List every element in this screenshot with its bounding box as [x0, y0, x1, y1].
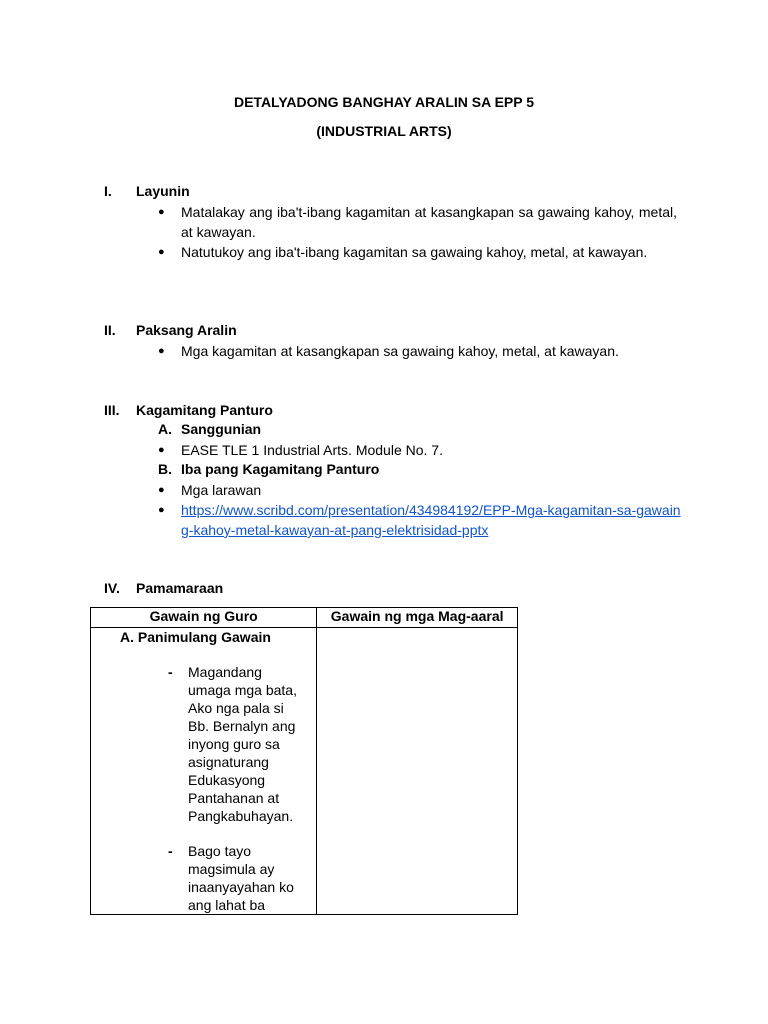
table-section-label: A. Panimulang Gawain [120, 629, 271, 645]
section-title-pamamaraan: Pamamaraan [136, 580, 224, 596]
list-item: EASE TLE 1 Industrial Arts. Module No. 7. [181, 442, 443, 458]
list-item: Mga kagamitan at kasangkapan sa gawaing kahoy, metal, at kawayan. [181, 343, 619, 359]
table-header-guro: Gawain ng Guro [91, 608, 317, 628]
section-number: I. [104, 183, 112, 199]
table-cell-guro [91, 628, 317, 915]
section-number: II. [104, 322, 116, 338]
bullet-icon: ● [158, 444, 165, 456]
section-title-kagamitang-panturo: Kagamitang Panturo [136, 402, 273, 418]
bullet-icon: ● [158, 484, 165, 496]
list-item: Matalakay ang iba't-ibang kagamitan at kasangkapan sa gawaing kahoy, metal, at kawayan. [181, 204, 677, 240]
section-title-paksang-aralin: Paksang Aralin [136, 322, 237, 338]
teacher-activity-text: Magandang umaga mga bata, Ako nga pala si Bb. Bernalyn ang inyong guro sa asignaturang Edukasyong Pantahanan at Pangkabuhayan. [188, 664, 297, 824]
table-row [91, 628, 518, 915]
table-cell-mag-aaral [317, 628, 518, 915]
bullet-icon: ● [158, 504, 165, 516]
section-number: IV. [104, 580, 120, 596]
section-number: III. [104, 402, 120, 418]
subsection-title-iba-pang-kagamitan: Iba pang Kagamitang Panturo [181, 461, 380, 477]
subsection-letter: B. [158, 461, 172, 477]
subsection-title-sanggunian: Sanggunian [181, 421, 262, 437]
bullet-icon: ● [158, 206, 165, 218]
table-header-mag-aaral: Gawain ng mga Mag-aaral [317, 608, 518, 628]
document-title: DETALYADONG BANGHAY ARALIN SA EPP 5 [233, 94, 535, 110]
subsection-letter: A. [158, 421, 172, 437]
reference-link[interactable]: https://www.scribd.com/presentation/434984192/EPP-Mga-kagamitan-sa-gawaing-kahoy-metal-kawayan-at-pang-elektrisidad-pptx [181, 502, 681, 538]
list-item: Mga larawan [181, 482, 262, 498]
list-item: Natutukoy ang iba't-ibang kagamitan sa gawaing kahoy, metal, at kawayan. [181, 244, 648, 260]
section-title-layunin: Layunin [136, 183, 190, 199]
bullet-icon: ● [158, 246, 165, 258]
bullet-icon: ● [158, 345, 165, 357]
dash-marker: - [168, 843, 173, 859]
document-subtitle: (INDUSTRIAL ARTS) [316, 123, 452, 139]
dash-marker: - [168, 664, 173, 680]
lesson-table [90, 607, 518, 915]
teacher-activity-text: Bago tayo magsimula ay inaanyayahan ko ang lahat ba [188, 843, 294, 913]
table-header-row [91, 608, 518, 628]
